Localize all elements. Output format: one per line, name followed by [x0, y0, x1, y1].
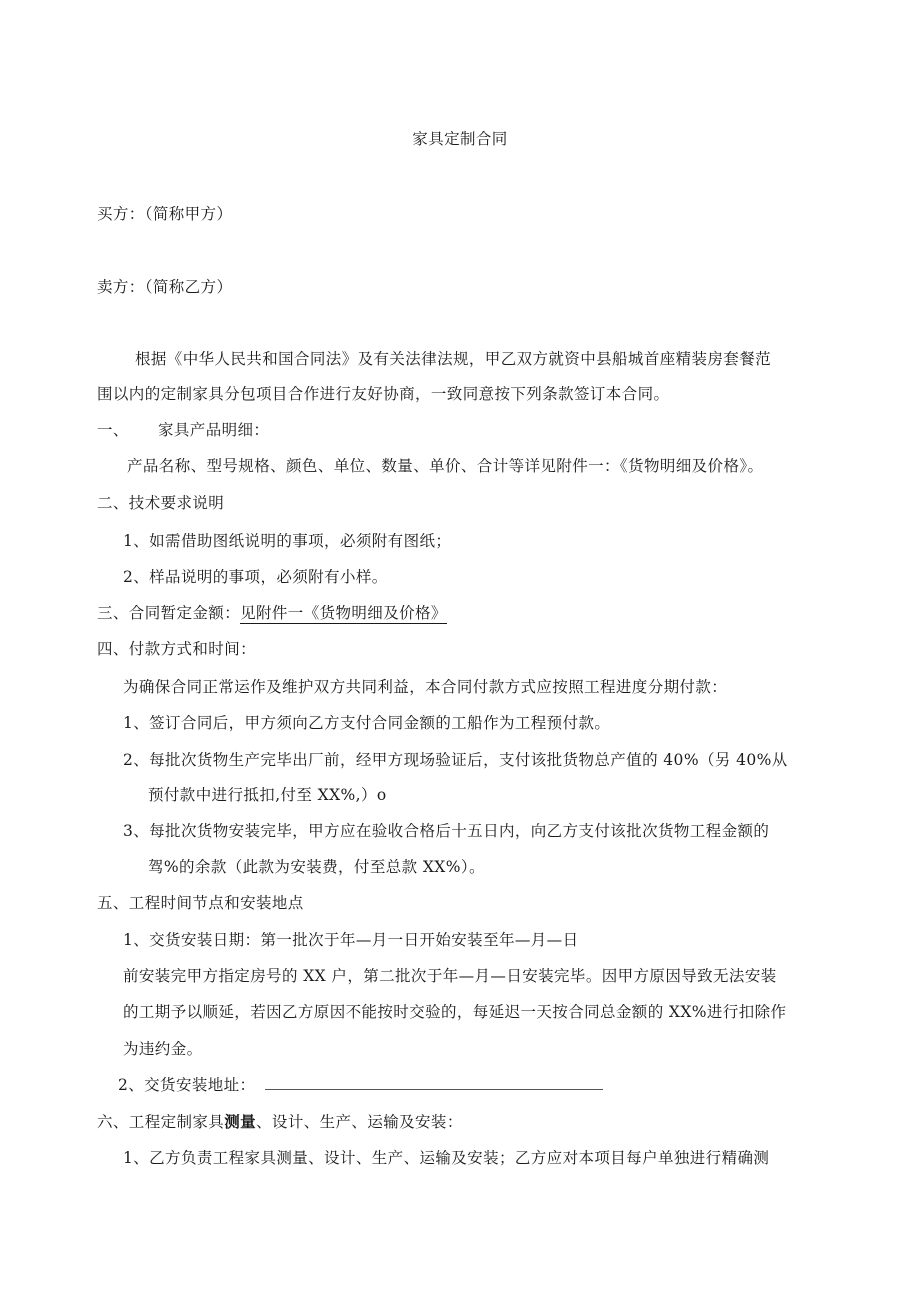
section-1-heading: 家具产品明细： [158, 421, 270, 439]
section-4-intro: 为确保合同正常运作及维护双方共同利益，本合同付款方式应按照工程进度分期付款： [123, 678, 728, 696]
section-1-number: 一、 [97, 421, 129, 439]
section-4-item-2-line-2: 预付款中进行抵扣,付至 XX%,）o [148, 786, 387, 804]
install-address-blank [265, 1075, 603, 1090]
section-4-item-3-line-1: 3、每批次货物安装完毕，甲方应在验收合格后十五日内，向乙方支付该批次货物工程金额的 [123, 822, 770, 840]
section-6-heading-emphasis: 测量 [224, 1112, 257, 1131]
section-5-item-2 [118, 1074, 603, 1096]
intro-line-1: 根据《中华人民共和国合同法》及有关法律法规，甲乙双方就资中县船城首座精装房套餐范 [135, 350, 772, 368]
section-4-heading: 四、付款方式和时间： [97, 640, 257, 658]
section-2-heading: 二、技术要求说明 [97, 494, 225, 512]
section-4-item-2-line-1: 2、每批次货物生产完毕出厂前，经甲方现场验证后，支付该批货物总产值的 40%（另 40%从 [123, 751, 788, 769]
buyer-line: 买方：（简称甲方） [97, 205, 233, 223]
section-5-para-line-1: 前安装完甲方指定房号的 XX 户，第二批次于年—月—日安装完毕。因甲方原因导致无法安装 [123, 967, 777, 985]
section-6-heading [97, 1111, 463, 1133]
section-5-heading: 五、工程时间节点和安装地点 [97, 894, 304, 912]
section-2-item-1: 1、如需借助图纸说明的事项，必须附有图纸； [123, 532, 452, 550]
section-5-item-1: 1、交货安装日期：第一批次于年—月一日开始安装至年—月—日 [123, 931, 579, 949]
intro-line-2: 围以内的定制家具分包项目合作进行友好协商，一致同意按下列条款签订本合同。 [97, 385, 670, 403]
page-title: 家具定制合同 [412, 130, 508, 148]
section-5-para-line-3: 为违约金。 [123, 1040, 203, 1058]
section-6-heading-part-2: 、设计、生产、运输及安装： [256, 1113, 463, 1131]
section-3-amount: 见附件一《货物明细及价格》 [240, 604, 447, 622]
install-address-label: 2、交货安装地址： [118, 1076, 256, 1094]
section-6-item-1: 1、乙方负责工程家具测量、设计、生产、运输及安装；乙方应对本项目每户单独进行精确测 [123, 1149, 770, 1167]
seller-line: 卖方：（简称乙方） [97, 278, 233, 296]
section-3-heading: 三、合同暂定金额： [97, 604, 241, 622]
section-3-line [97, 602, 447, 624]
section-4-item-1: 1、签订合同后，甲方须向乙方支付合同金额的工船作为工程预付款。 [123, 714, 611, 732]
section-2-item-2: 2、样品说明的事项，必须附有小样。 [123, 568, 388, 586]
section-4-item-3-line-2: 驾%的余款（此款为安装费，付至总款 XX%）。 [148, 858, 485, 876]
section-5-para-line-2: 的工期予以顺延，若因乙方原因不能按时交验的，每延迟一天按合同总金额的 XX%进行扣除作 [123, 1003, 787, 1021]
section-1-body: 产品名称、型号规格、颜色、单位、数量、单价、合计等详见附件一：《货物明细及价格》。 [127, 457, 764, 475]
section-6-heading-part-1: 六、工程定制家具 [97, 1113, 225, 1131]
